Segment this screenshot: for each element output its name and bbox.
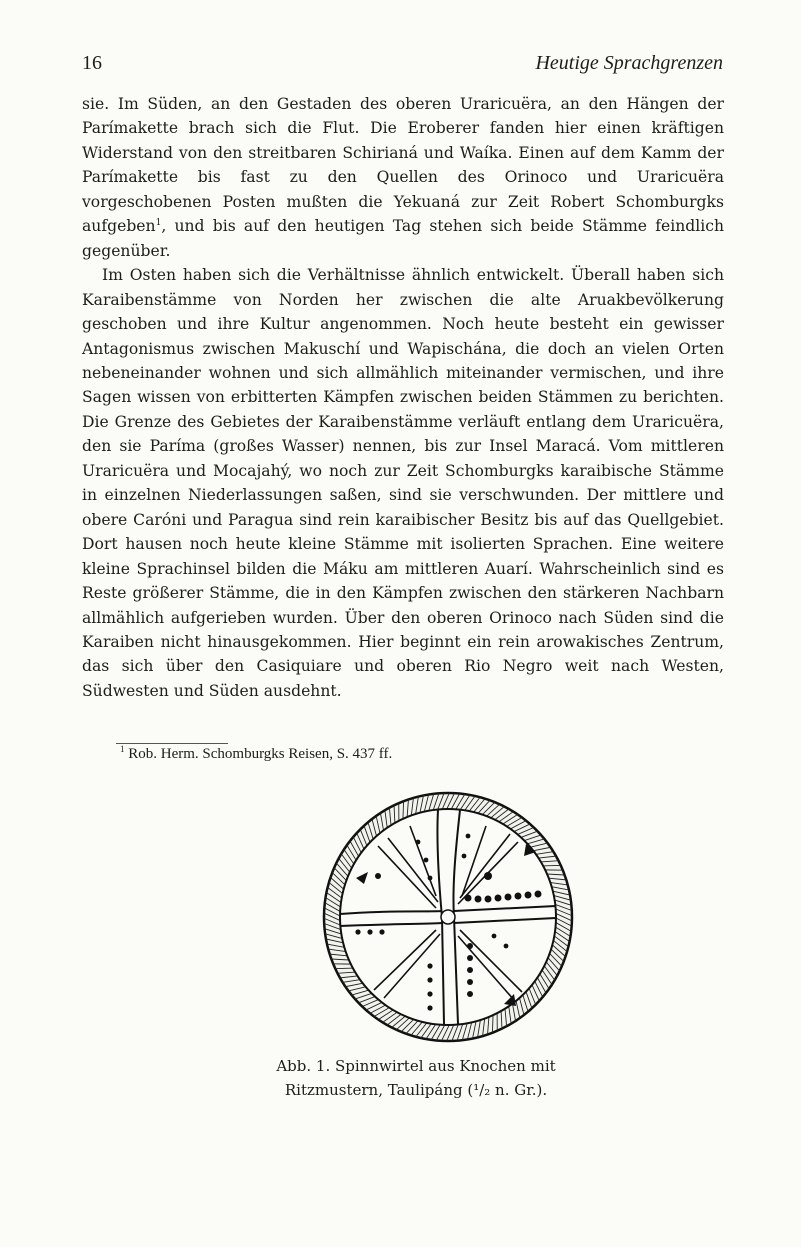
footnote-marker: 1 — [120, 744, 125, 754]
spindle-whorl-figure — [318, 786, 578, 1048]
whorl-central-hole — [441, 910, 455, 924]
footnote-text: Rob. Herm. Schomburgks Reisen, S. 437 ff. — [124, 746, 393, 762]
spindle-whorl-drawing — [318, 786, 578, 1048]
paragraph-2: Im Osten haben sich die Verhältnisse ähnlich entwickelt. Überall haben sich Karaibenstämme von Norden her zwischen die alte Aruakbevölkerung geschoben und ihre Kultur angenommen. Noch heute besteht ein gewisser Antagonismus zwischen Makuschí und Wapischána, die doch an vielen Orten nebeneinander wohnen und sich allmählich miteinander vermischen, und ihre Sagen wissen von erbitterten Kämpfen zwischen beiden Stämmen zu berichten. Die Grenze des Gebietes der Karaibenstämme verläuft entlang dem Uraricuëra, den sie Paríma (großes Wasser) nennen, bis zur Insel Maracá. Vom mittleren Uraricuëra und Mocajahý, wo noch zur Zeit Schomburgks karaibische Stämme in einzelnen Niederlassungen saßen, sind sie verschwunden. Der mittlere und obere Caróni und Paragua sind rein karaibischer Besitz bis auf das Quellgebiet. Dort hausen noch heute kleine Stämme mit isolierten Sprachen. Eine weitere kleine Sprachinsel bilden die Máku am mittleren Auarí. Wahrscheinlich sind es Reste größerer Stämme, die in den Kämpfen zwischen den stärkeren Nachbarn allmählich aufgerieben wurden. Über den oberen Orinoco nach Süden sind die Karaiben nicht hinausgekommen. Hier beginnt ein rein arowakisches Zentrum, das sich über den Casiquiare und oberen Rio Negro weit nach Westen, Südwesten und Süden ausdehnt. — [82, 266, 724, 700]
footnote-reference: 1 — [155, 218, 162, 229]
figure-caption-line-1: Abb. 1. Spinnwirtel aus Knochen mit — [276, 1057, 556, 1075]
paragraph-1-text-end: , und bis auf den heutigen Tag stehen sich beide Stämme feindlich gegenüber. — [82, 217, 724, 260]
figure-caption — [206, 1054, 626, 1102]
paragraph-1-text: sie. Im Süden, an den Gestaden des oberen Uraricuëra, an den Hängen der Parímakette brach sich die Flut. Die Eroberer fanden hier einen kräftigen Widerstand von den streitbaren Schirianá und Waíka. Einen auf dem Kamm der Parímakette bis fast zu den Quellen des Orinoco und Uraricuëra vorgeschobenen Posten mußten die Yekuaná zur Zeit Robert Schomburgks aufgeben — [82, 95, 724, 236]
paragraph-1 — [82, 92, 724, 263]
running-head: Heutige Sprachgrenzen — [535, 52, 723, 74]
page-number: 16 — [82, 52, 102, 74]
footnote — [120, 744, 720, 764]
figure-caption-line-2: Ritzmustern, Taulipáng (¹/₂ n. Gr.). — [284, 1081, 548, 1099]
page-header — [82, 52, 723, 82]
body-text — [82, 92, 724, 703]
